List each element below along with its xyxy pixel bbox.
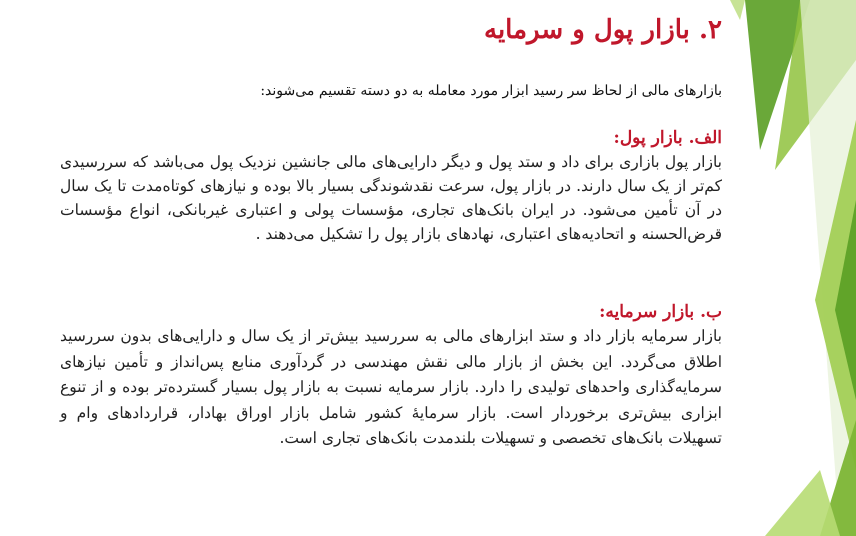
facet-bottom-light bbox=[765, 470, 840, 536]
facet-light-top bbox=[775, 0, 856, 170]
facet-bottom-right bbox=[820, 420, 856, 536]
capital-market-heading: ب. بازار سرمایه: bbox=[599, 302, 722, 322]
money-market-section bbox=[60, 126, 722, 246]
slide-content bbox=[60, 0, 722, 536]
capital-market-paragraph: بازار سرمایه بازار داد و ستد ابزارهای مالی به سررسید بیش‌تر از یک سال و دارایی‌های بدون سررسید اطلاق می‌گردد. این بخش از بازار مالی نقش مهندسی در گردآوری منابع پس‌انداز و تأمین نیازهای سرمایه‌گذاری واحدهای تولیدی را دارد. بازار سرمایه نسبت به بازار پول بسیار گسترده‌تر بوده و از تنوع ابزاری بیش‌تری برخوردار است. بازار سرمایهٔ کشور شامل بازار اوراق بهادار، قراردادهای وام و تسهیلات بانک‌های تخصصی و تسهیلات بلندمدت بانک‌های تجاری است. bbox=[60, 327, 722, 447]
money-market-heading: الف. بازار پول: bbox=[613, 128, 722, 148]
facet-dark-top bbox=[745, 0, 810, 150]
money-market-paragraph: بازار پول بازاری برای داد و ستد پول و دیگر دارایی‌های مالی جانشین نزدیک پول می‌باشد که سررسیدی کم‌تر از یک سال دارند. در بازار پول، سرعت نقدشوندگی بسیار بالا بوده و نیازهای کوتاه‌مدت تا یک سال در آن تأمین می‌شود. در ایران بانک‌های تجاری، مؤسسات پولی و اعتباری غیربانکی، انواع مؤسسات قرض‌الحسنه و اتحادیه‌های اعتباری، نهادهای بازار پول را تشکیل می‌دهند . bbox=[60, 153, 722, 243]
facet-mid-right bbox=[815, 120, 856, 470]
slide-title: ۲. بازار پول و سرمایه bbox=[484, 15, 722, 45]
facet-pale-strip bbox=[730, 0, 745, 20]
intro-text: بازارهای مالی از لحاظ سر رسید ابزار مورد معامله به دو دسته تقسیم می‌شوند: bbox=[260, 83, 722, 99]
facet-right-edge bbox=[800, 0, 856, 536]
facet-mid-dark bbox=[835, 200, 856, 400]
capital-market-section bbox=[60, 300, 722, 452]
